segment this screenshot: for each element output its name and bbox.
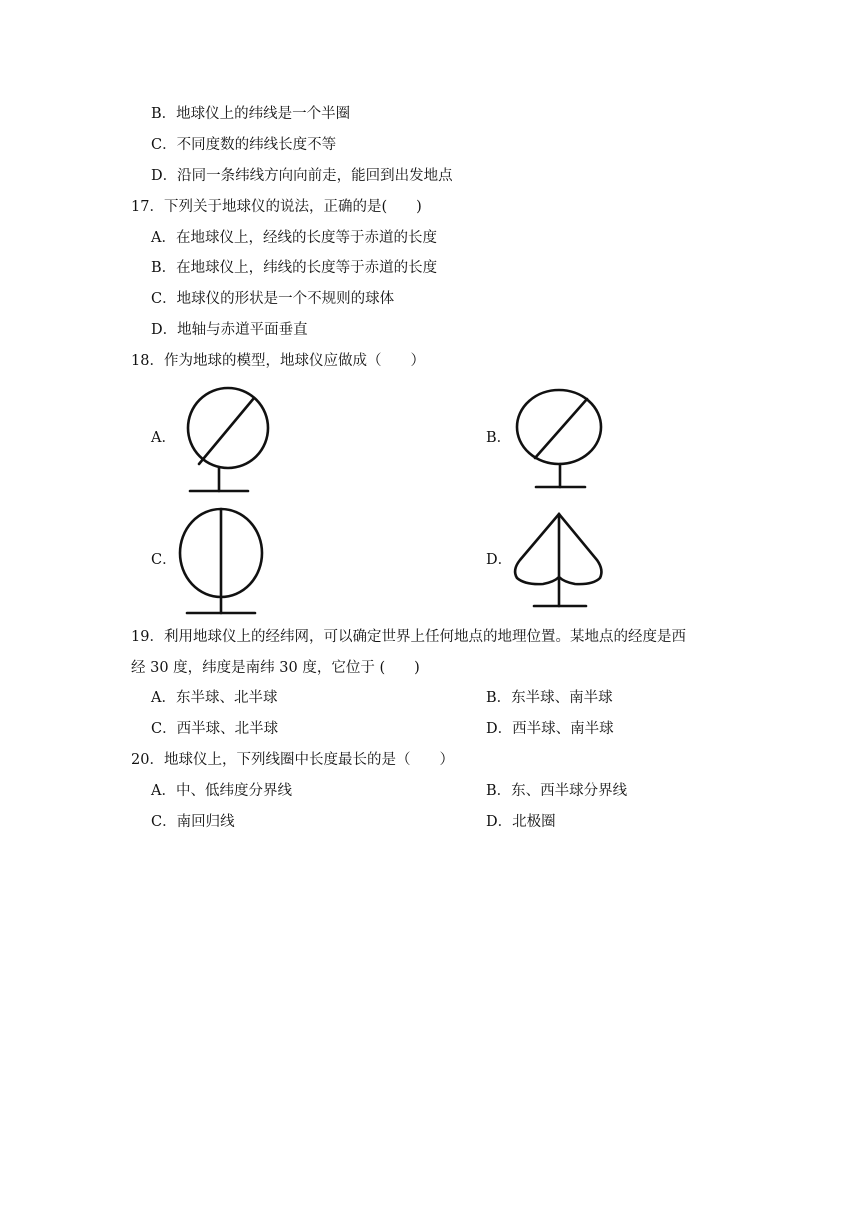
q19-option-d: D．西半球、南半球 bbox=[486, 721, 614, 737]
q20-option-d: D．北极圈 bbox=[486, 814, 556, 830]
q18-label-b: B． bbox=[486, 430, 512, 446]
q19-option-b: B．东半球、南半球 bbox=[486, 690, 613, 706]
q16-option-b: B．地球仪上的纬线是一个半圈 bbox=[151, 106, 351, 122]
q17-option-d: D．地轴与赤道平面垂直 bbox=[151, 322, 308, 338]
q16-option-d: D．沿同一条纬线方向向前走，能回到出发地点 bbox=[151, 168, 453, 184]
globe-figure-b bbox=[510, 385, 605, 493]
q20-option-c: C．南回归线 bbox=[151, 814, 235, 830]
q19-option-a: A．东半球、北半球 bbox=[151, 690, 278, 706]
q18-label-d: D． bbox=[486, 552, 513, 568]
q20-option-b: B．东、西半球分界线 bbox=[486, 783, 628, 799]
q18-label-a: A． bbox=[151, 430, 176, 446]
q17-option-c: C．地球仪的形状是一个不规则的球体 bbox=[151, 291, 395, 307]
q16-option-c: C．不同度数的纬线长度不等 bbox=[151, 137, 337, 153]
q17-option-a: A．在地球仪上，经线的长度等于赤道的长度 bbox=[151, 230, 437, 246]
q19-stem-line-2: 经 30 度，纬度是南纬 30 度，它位于 ( ) bbox=[131, 660, 420, 676]
globe-figure-d bbox=[510, 510, 608, 610]
q19-stem-line-1: 19．利用地球仪上的经纬网，可以确定世界上任何地点的地理位置。某地点的经度是西 bbox=[131, 629, 686, 645]
q19-option-c: C．西半球、北半球 bbox=[151, 721, 279, 737]
q20-stem: 20．地球仪上，下列线圈中长度最长的是（ ） bbox=[131, 752, 454, 768]
q17-stem: 17．下列关于地球仪的说法，正确的是( ) bbox=[131, 199, 422, 215]
q18-label-c: C． bbox=[151, 552, 177, 568]
globe-figure-a bbox=[185, 385, 275, 495]
q17-option-b: B．在地球仪上，纬线的长度等于赤道的长度 bbox=[151, 260, 438, 276]
globe-figure-c bbox=[178, 505, 268, 617]
q20-option-a: A．中、低纬度分界线 bbox=[151, 783, 292, 799]
q18-stem: 18．作为地球的模型，地球仪应做成（ ） bbox=[131, 353, 425, 369]
